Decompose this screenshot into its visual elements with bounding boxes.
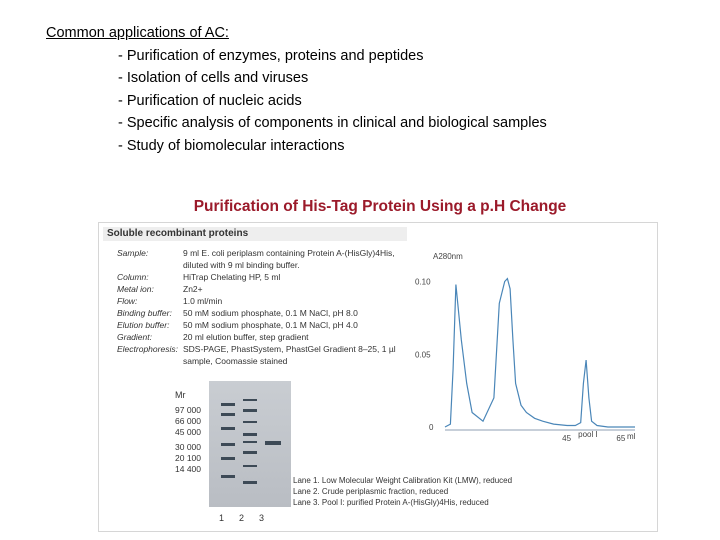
gel-band xyxy=(243,433,257,436)
gel-bands xyxy=(209,381,291,507)
lane-number: 1 xyxy=(219,513,225,523)
gel-band xyxy=(221,475,235,478)
figure-header: Soluble recombinant proteins xyxy=(103,227,407,241)
x-axis-unit: ml xyxy=(627,432,636,441)
parameter-row xyxy=(117,283,403,295)
gel-image xyxy=(209,381,291,507)
gel-mr-label: Mr xyxy=(175,390,186,400)
parameter-value: Zn2+ xyxy=(183,284,203,294)
gel-band xyxy=(265,441,281,445)
x-tick-label: 65 xyxy=(616,434,626,443)
lane-numbers xyxy=(219,513,264,523)
marker-label: 45 000 xyxy=(175,427,201,437)
intro-item: - Purification of nucleic acids xyxy=(118,92,302,109)
parameter-row xyxy=(117,307,403,319)
figure-title: Purification of His-Tag Protein Using a p.H Change xyxy=(193,198,567,215)
intro-item: - Study of biomolecular interactions xyxy=(118,137,345,154)
intro-item: - Purification of enzymes, proteins and peptides xyxy=(118,47,424,64)
parameter-key: Column: xyxy=(117,272,149,282)
marker-label: 30 000 xyxy=(175,442,201,452)
lane-legend-item: Lane 2. Crude periplasmic fraction, reduced xyxy=(293,487,449,496)
parameter-row xyxy=(117,331,403,343)
gel-band xyxy=(221,443,235,446)
parameter-key: Metal ion: xyxy=(117,284,154,294)
parameter-value: HiTrap Chelating HP, 5 ml xyxy=(183,272,281,282)
parameter-value: 50 mM sodium phosphate, 0.1 M NaCl, pH 8.0 xyxy=(183,308,358,318)
gel-band xyxy=(243,465,257,467)
parameter-row xyxy=(117,271,403,283)
parameter-key: Sample: xyxy=(117,248,149,258)
gel-band xyxy=(243,421,257,423)
parameter-key: Gradient: xyxy=(117,332,152,342)
parameter-value: 9 ml E. coli periplasm containing Protein A-(HisGly)4His, diluted with 9 ml binding buffer. xyxy=(183,248,395,270)
parameter-row xyxy=(117,343,403,367)
gel-band xyxy=(221,457,235,460)
y-tick-label: 0.10 xyxy=(415,277,431,287)
y-tick-label: 0.05 xyxy=(415,350,431,360)
chromatogram-trace xyxy=(445,279,635,427)
intro-list xyxy=(46,45,547,158)
lane-legend xyxy=(293,475,512,508)
lane-legend-item: Lane 1. Low Molecular Weight Calibration Kit (LMW), reduced xyxy=(293,476,513,485)
marker-label: 20 100 xyxy=(175,453,201,463)
parameter-list xyxy=(117,247,403,367)
parameter-row xyxy=(117,295,403,307)
parameter-value: 1.0 ml/min xyxy=(183,296,223,306)
gel-band xyxy=(221,403,235,406)
parameter-row xyxy=(117,319,403,331)
lane-number: 2 xyxy=(239,513,245,523)
gel-band xyxy=(243,409,257,412)
parameter-row xyxy=(117,247,403,271)
lane-number: 3 xyxy=(259,513,265,523)
pool-annotation: pool I xyxy=(578,430,598,439)
parameter-value: 20 ml elution buffer, step gradient xyxy=(183,332,309,342)
gel-band xyxy=(221,413,235,416)
parameter-value: SDS-PAGE, PhastSystem, PhastGel Gradient 8–25, 1 µl sample, Coomassie stained xyxy=(183,344,396,366)
gel-band xyxy=(243,481,257,484)
parameter-key: Flow: xyxy=(117,296,138,306)
parameter-key: Elution buffer: xyxy=(117,320,170,330)
figure-panel xyxy=(98,222,658,532)
intro-heading: Common applications of AC: xyxy=(46,25,229,41)
intro-item: - Specific analysis of components in clinical and biological samples xyxy=(118,115,547,131)
parameter-value: 50 mM sodium phosphate, 0.1 M NaCl, pH 4.0 xyxy=(183,320,358,330)
y-tick-label: 0 xyxy=(429,423,434,432)
marker-label: 14 400 xyxy=(175,464,201,474)
parameter-key: Binding buffer: xyxy=(117,308,172,318)
marker-label: 66 000 xyxy=(175,416,201,426)
lane-legend-item: Lane 3. Pool I: purified Protein A-(HisGly)4His, reduced xyxy=(293,498,489,507)
x-tick-label: 45 xyxy=(562,434,572,443)
gel-band xyxy=(221,427,235,430)
intro-block xyxy=(46,22,547,157)
gel-band xyxy=(243,441,257,443)
gel-band xyxy=(243,399,257,401)
gel-band xyxy=(243,451,257,454)
intro-item: - Isolation of cells and viruses xyxy=(118,70,309,86)
marker-label: 97 000 xyxy=(175,405,201,415)
y-axis-label: A280nm xyxy=(433,252,463,261)
parameter-key: Electrophoresis: xyxy=(117,344,178,354)
chromatogram-chart xyxy=(395,247,645,447)
marker-list xyxy=(175,405,201,475)
